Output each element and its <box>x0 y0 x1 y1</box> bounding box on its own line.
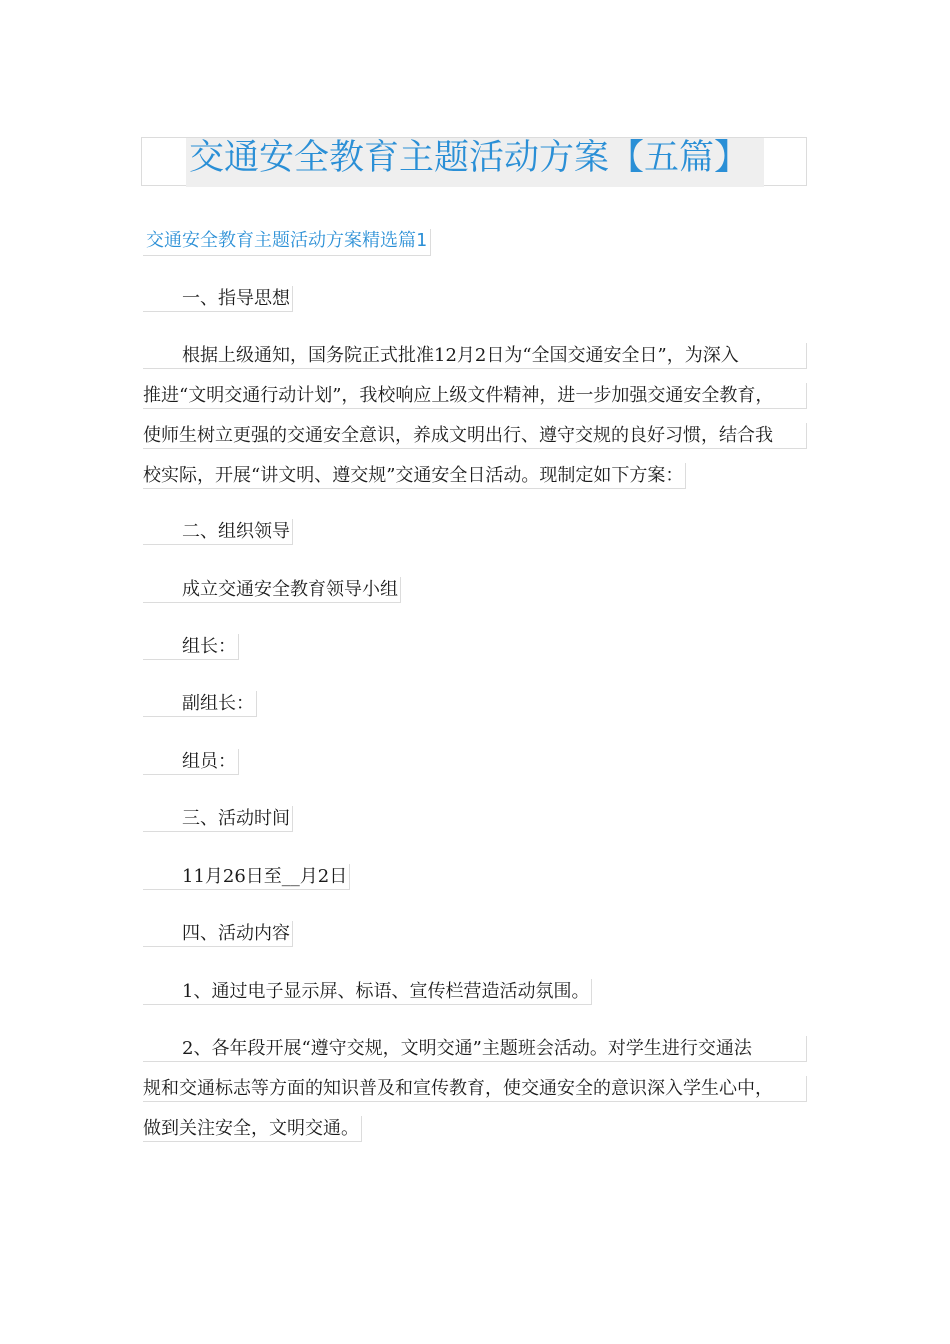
heading-organization: 二、组织领导 <box>143 519 293 545</box>
paragraph-line: 使师生树立更强的交通安全意识，养成文明出行、遵守交规的良好习惯，结合我 <box>143 423 807 449</box>
members-line: 组员： <box>143 749 239 775</box>
paragraph-line: 成立交通安全教育领导小组 <box>143 577 401 603</box>
paragraph-line: 推进“文明交通行动计划”，我校响应上级文件精神，进一步加强交通安全教育， <box>143 383 807 409</box>
activity-date-line: 11月26日至__月2日 <box>143 864 350 890</box>
document-title: 交通安全教育主题活动方案【五篇】 <box>189 138 750 178</box>
deputy-leader-line: 副组长： <box>143 691 257 717</box>
paragraph-line: 规和交通标志等方面的知识普及和宣传教育，使交通安全的意识深入学生心中， <box>143 1076 807 1102</box>
team-leader-line: 组长： <box>143 634 239 660</box>
heading-activity-content: 四、活动内容 <box>143 921 293 947</box>
paragraph-line: 校实际，开展“讲文明、遵交规”交通安全日活动。现制定如下方案： <box>143 463 686 489</box>
section-subtitle: 交通安全教育主题活动方案精选篇1 <box>143 229 431 256</box>
heading-guiding-ideology: 一、指导思想 <box>143 286 293 312</box>
list-item: 2、各年段开展“遵守交规，文明交通”主题班会活动。对学生进行交通法 <box>143 1036 807 1062</box>
paragraph-line: 做到关注安全，文明交通。 <box>143 1116 362 1142</box>
heading-activity-time: 三、活动时间 <box>143 806 293 832</box>
paragraph-line: 根据上级通知，国务院正式批准12月2日为“全国交通安全日”，为深入 <box>143 343 807 369</box>
list-item: 1、通过电子显示屏、标语、宣传栏营造活动氛围。 <box>143 979 592 1005</box>
title-box <box>141 137 807 186</box>
